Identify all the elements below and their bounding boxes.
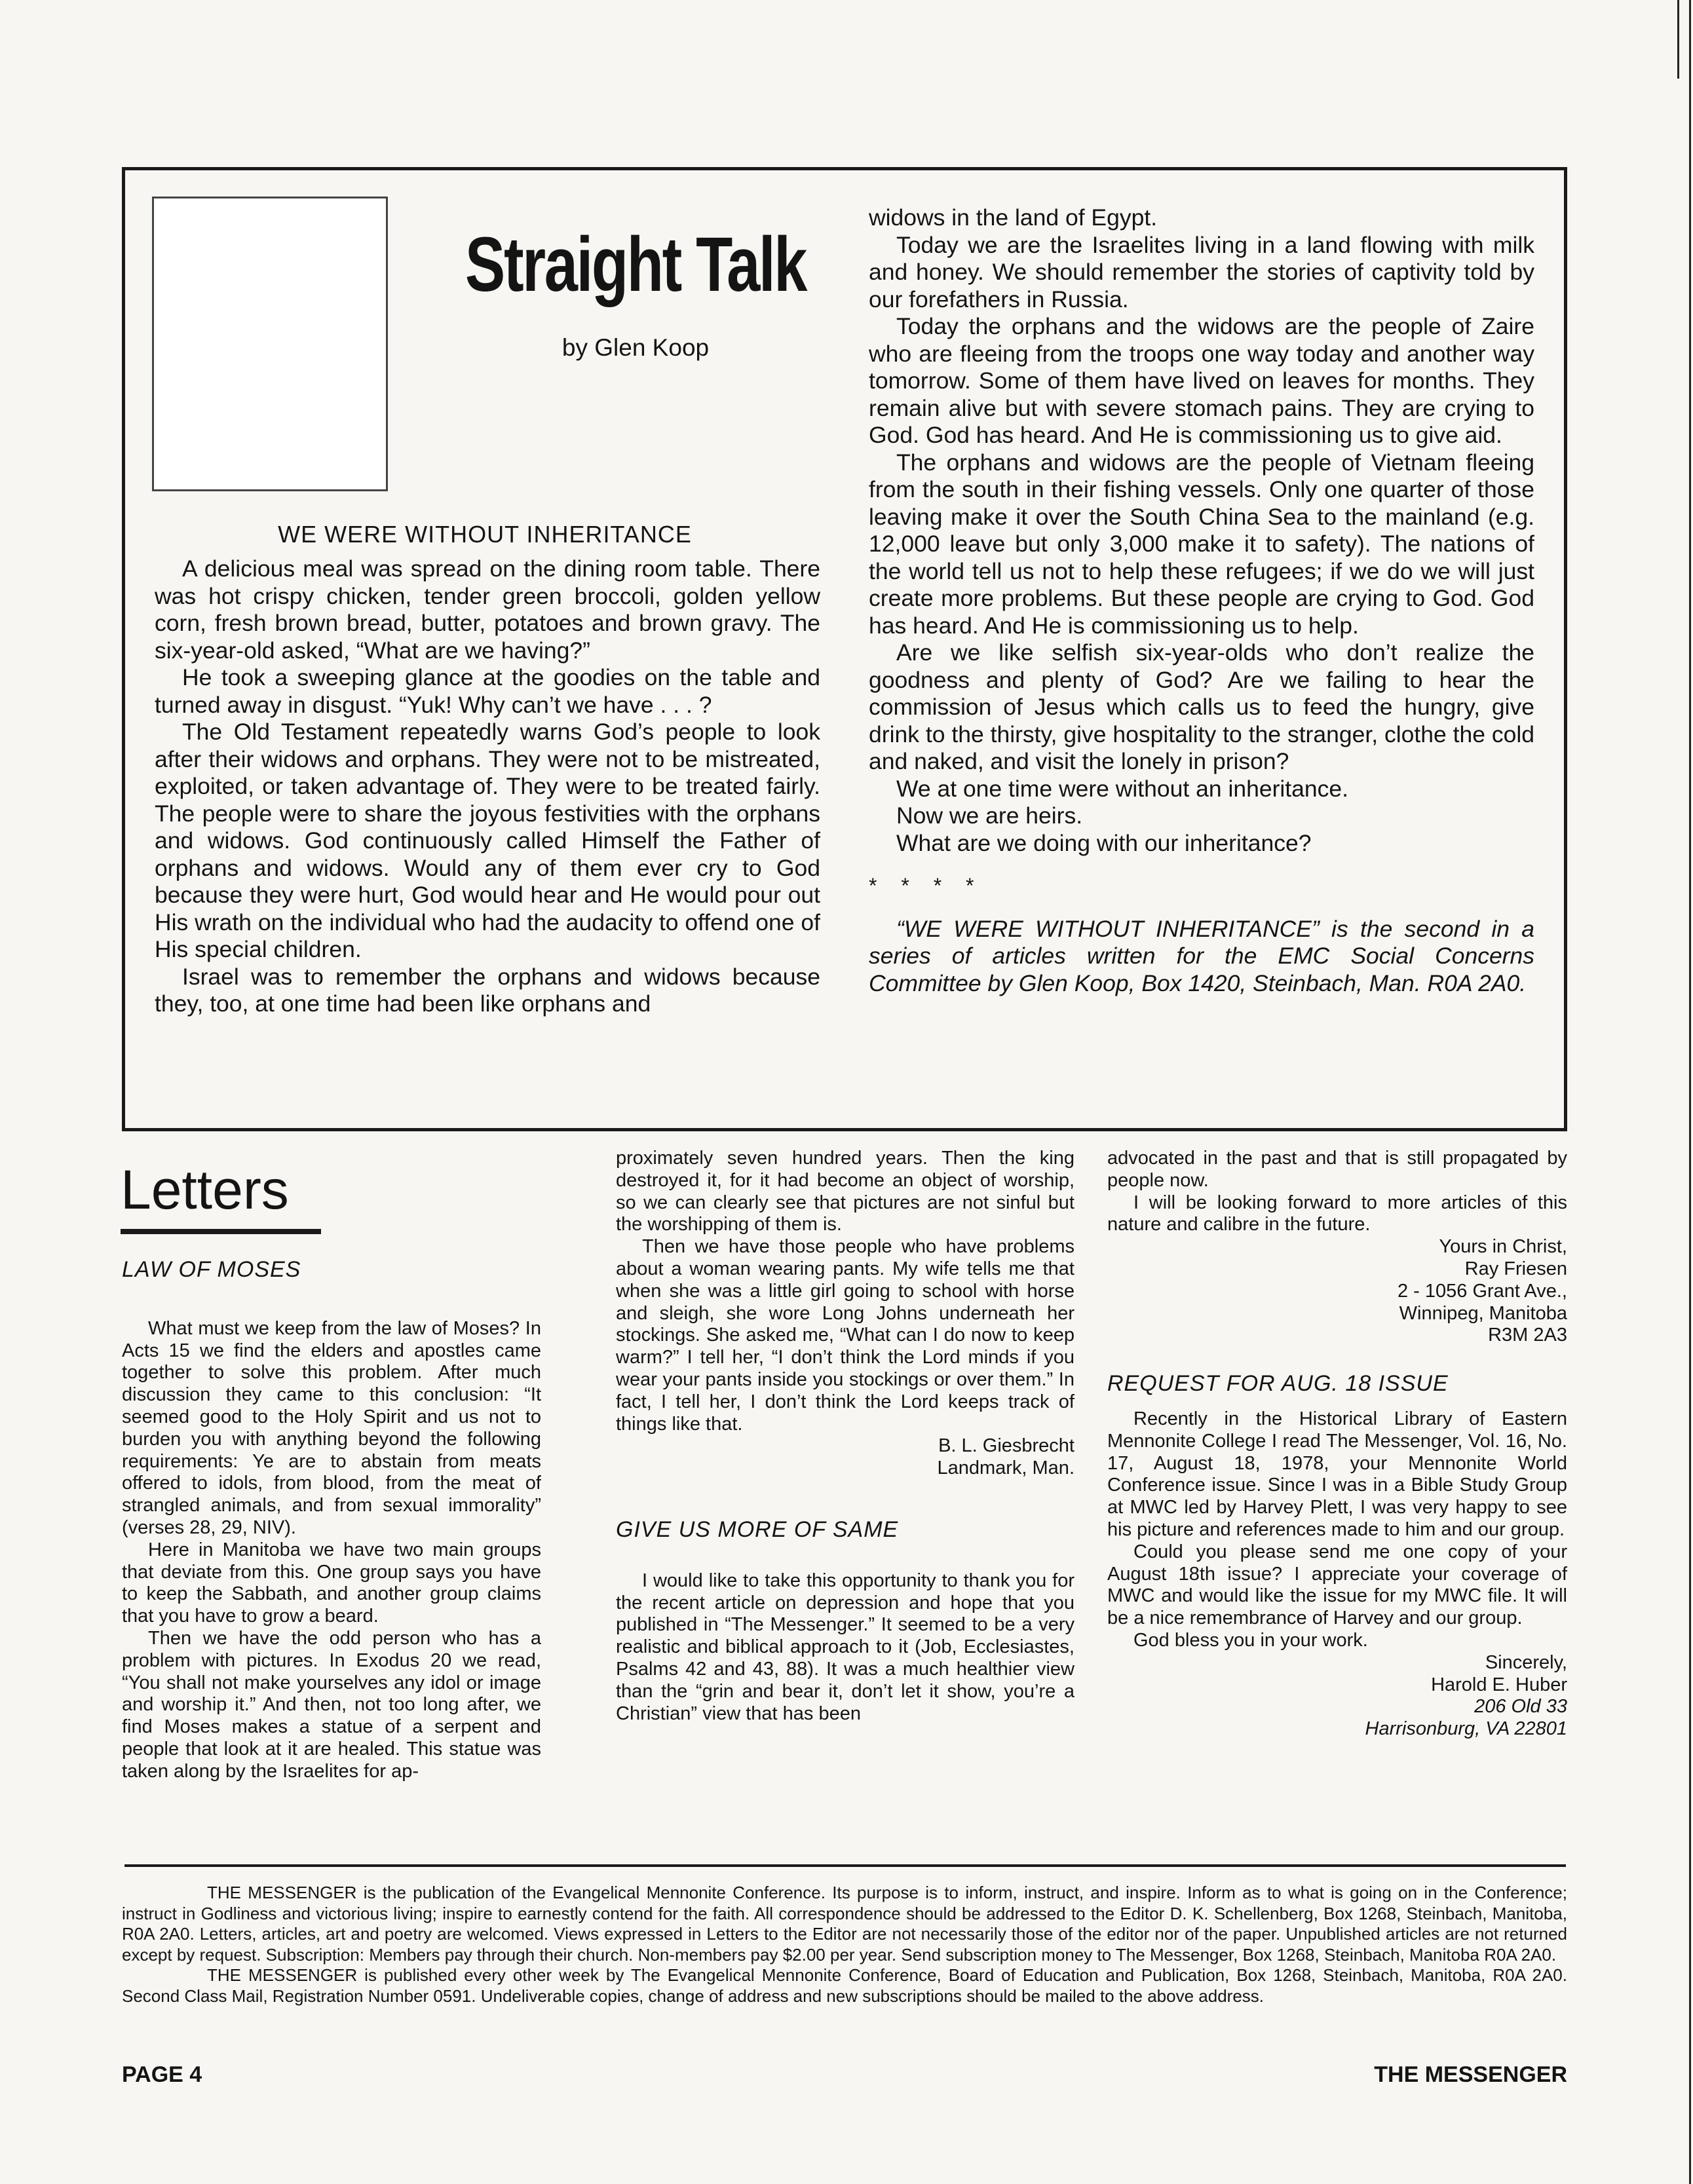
page-edge-line [1689, 0, 1691, 2184]
article-left-column [155, 555, 820, 1018]
article-footnote: “WE WERE WITHOUT INHERITANCE” is the second in a series of articles written for the EMC Social Concerns Committee by Glen Koop, Box 1420, Steinbach, Man. R0A 2A0. [869, 915, 1534, 996]
page-number: PAGE 4 [122, 2062, 202, 2087]
straight-talk-title: Straight Talk [465, 221, 807, 308]
letter-address: 206 Old 33 [1474, 1696, 1567, 1718]
letters-column-3 [1107, 1148, 1567, 1741]
masthead [122, 1883, 1567, 2006]
article-paragraph: Are we like selfish six-year-olds who don’t realize the goodness and plenty of God? Are we failing to hear the commission of Jesus which calls us to feed the hungry, give drink to the thirsty, give hospitality to the stranger, clothe the cold and naked, and visit the lonely in prison? [869, 639, 1534, 774]
letter-paragraph: What must we keep from the law of Moses? In Acts 15 we find the elders and apostles came together to solve this problem. After much discussion they came to this conclusion: “It seemed good to the Holy Spirit and us not to burden you with anything beyond the following requirements: Ye are to abstain from meats offered to idols, from blood, from the meat of strangled animals, and from sexual immorality” (verses 28, 29, NIV). [122, 1317, 541, 1538]
masthead-paragraph: THE MESSENGER is published every other week by The Evangelical Mennonite Conference, Board of Education and Publication, Box 1268, Steinbach, Manitoba, R0A 2A0. Second Class Mail, Registration Number 0591. Undeliverable copies, change of address and new subscriptions should be mailed to the above address. [122, 1965, 1567, 2006]
letters-title: Letters [121, 1159, 289, 1220]
article-paragraph: Today we are the Israelites living in a land flowing with milk and honey. We should remember the stories of captivity told by our forefathers in Russia. [869, 231, 1534, 312]
article-paragraph: Today the orphans and the widows are the people of Zaire who are fleeing from the troops one way today and another way tomorrow. Some of them have lived on leaves for months. They remain alive but with severe stomach pains. They are crying to God. God has heard. And He is commissioning us to give aid. [869, 313, 1534, 448]
letter-signer: Harold E. Huber [1431, 1674, 1567, 1695]
letters-column-1 [122, 1259, 541, 1783]
byline: by Glen Koop [561, 334, 710, 361]
letter-paragraph: Recently in the Historical Library of Eastern Mennonite College I read The Messenger, Vol. 16, No. 17, August 18, 1978, your Mennonite World Conference issue. Since I was in a Bible Study Group at MWC led by Harvey Plett, I was very happy to see his picture and references made to him and our group. [1107, 1408, 1567, 1540]
letters-title-rule [121, 1229, 321, 1234]
article-paragraph-continued: widows in the land of Egypt. [869, 204, 1158, 231]
letter-paragraph: I will be looking forward to more articles of this nature and calibre in the future. [1107, 1192, 1567, 1235]
article-paragraph: The orphans and widows are the people of Vietnam fleeing from the south in their fishing vessels. Only one quarter of those leaving make it over the South China Sea to the mainland (e.g. 12,000 leave but only 3,000 make it to safety). The nations of the world tell us not to help these refugees; if we do we will just create more problems. But these people are crying to God. God has heard. And He is commissioning us to help. [869, 449, 1534, 639]
article-paragraph: We at one time were without an inheritance. [896, 775, 1348, 802]
letter-signer-place: Landmark, Man. [937, 1458, 1075, 1479]
letter-signer: Ray Friesen [1464, 1258, 1567, 1279]
letter-address: Harrisonburg, VA 22801 [1365, 1718, 1567, 1740]
article-paragraph: Now we are heirs. [896, 802, 1083, 829]
article-right-column [869, 204, 1534, 997]
letter-heading-law-of-moses: LAW OF MOSES [122, 1257, 301, 1282]
letter-heading-request: REQUEST FOR AUG. 18 ISSUE [1107, 1371, 1449, 1397]
author-photo-placeholder [152, 197, 388, 491]
masthead-paragraph: THE MESSENGER is the publication of the Evangelical Mennonite Conference. Its purpose is to inform, instruct, and inspire. Inform as to what is going on in the Conference; instruct in Godliness and victorious living; inspire to earnestly contend for the faith. All correspondence should be addressed to the Editor D. K. Schellenberg, Box 1268, Steinbach, Manitoba, R0A 2A0. Letters, articles, art and poetry are welcomed. Views expressed in Letters to the Editor are not necessarily those of the editor nor of the paper. Unpublished articles are not returned except by request. Subscription: Members pay through their church. Non-members pay $2.00 per year. Send subscription money to The Messenger, Box 1268, Steinbach, Manitoba R0A 2A0. [122, 1883, 1567, 1965]
article-paragraph: Israel was to remember the orphans and widows because they, too, at one time had been like orphans and [155, 963, 820, 1017]
letter-paragraph: God bless you in your work. [1133, 1629, 1368, 1651]
article-heading: WE WERE WITHOUT INHERITANCE [278, 521, 692, 548]
letter-address: Winnipeg, Manitoba [1399, 1302, 1567, 1324]
letter-address: 2 - 1056 Grant Ave., [1397, 1280, 1567, 1302]
article-paragraph: A delicious meal was spread on the dining room table. There was hot crispy chicken, tender green broccoli, golden yellow corn, fresh brown bread, butter, potatoes and brown gravy. The six-year-old asked, “What are we having?” [155, 555, 820, 664]
letter-paragraph: I would like to take this opportunity to thank you for the recent article on depression and hope that you published in “The Messenger.” It seemed to be a very realistic and biblical approach to it (Job, Ecclesiastes, Psalms 42 and 43, 88). It was a much healthier view than the “grin and bear it, don’t let it show, you’re a Christian” view that has been [616, 1570, 1075, 1724]
letter-closing: Sincerely, [1485, 1651, 1567, 1673]
letters-column-2 [616, 1148, 1075, 1725]
section-divider-stars: * * * * [869, 874, 983, 897]
letter-paragraph: Then we have those people who have problems about a woman wearing pants. My wife tells me that when she was a little girl going to school with horse and sleigh, she wore Long Johns underneath her stockings. She asked me, “What can I do now to keep warm?” I tell her, “I don’t think the Lord minds if you wear your pants inside you stockings or over them.” In fact, I tell her, I don’t think the Lord keeps track of things like that. [616, 1236, 1075, 1435]
letter-signer: B. L. Giesbrecht [938, 1435, 1075, 1457]
article-paragraph: He took a sweeping glance at the goodies on the table and turned away in disgust. “Yuk! Why can’t we have . . . ? [155, 664, 820, 718]
letter-paragraph-continued: proximately seven hundred years. Then the king destroyed it, for it had become an object of worship, so we can clearly see that pictures are not sinful but the worshipping of them is. [616, 1148, 1075, 1235]
letter-paragraph-continued: advocated in the past and that is still propagated by people now. [1107, 1148, 1567, 1191]
letter-paragraph: Then we have the odd person who has a problem with pictures. In Exodus 20 we read, “You shall not make yourselves any idol or image and worship it.” And then, not too long after, we find Moses makes a statue of a serpent and people that look at it are healed. This statue was taken along by the Israelites for ap- [122, 1627, 541, 1782]
article-paragraph: The Old Testament repeatedly warns God’s people to look after their widows and orphans. They were not to be mistreated, exploited, or taken advantage of. They were to be treated fairly. The people were to share the joyous festivities with the orphans and widows. God continuously called Himself the Father of orphans and widows. Would any of them ever cry to God because they were hurt, God would hear and He would pour out His wrath on the individual who had the audacity to offend one of His special children. [155, 719, 820, 962]
letter-paragraph: Here in Manitoba we have two main groups that deviate from this. One group says you have to keep the Sabbath, and another group claims that you have to grow a beard. [122, 1539, 541, 1627]
letter-address: R3M 2A3 [1488, 1325, 1567, 1346]
page-edge-mark [1677, 0, 1679, 79]
masthead-rule [124, 1864, 1566, 1867]
letter-paragraph: Could you please send me one copy of your August 18th issue? I appreciate your coverage of MWC and would like the issue for my MWC file. It will be a nice remembrance of Harvey and our group. [1107, 1541, 1567, 1629]
letter-closing: Yours in Christ, [1439, 1236, 1567, 1258]
letter-heading-give-us-more: GIVE US MORE OF SAME [616, 1516, 899, 1542]
article-paragraph: What are we doing with our inheritance? [896, 829, 1312, 856]
publication-name: THE MESSENGER [1374, 2062, 1567, 2087]
